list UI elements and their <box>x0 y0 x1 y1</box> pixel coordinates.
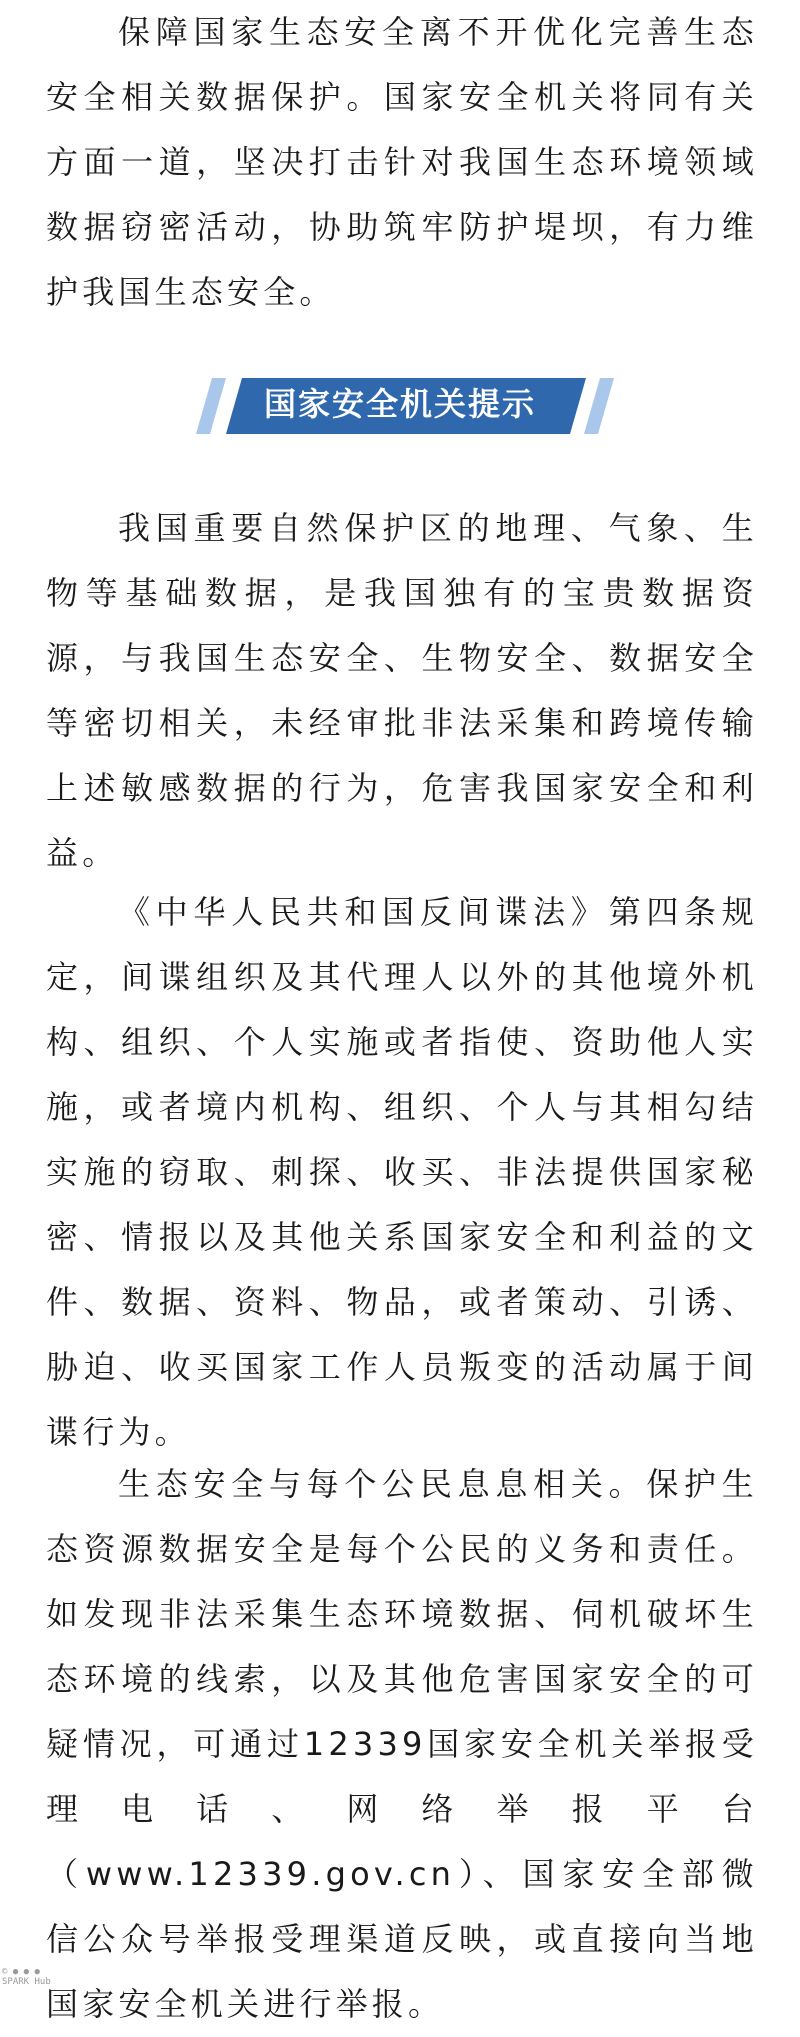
article-paragraph-3: 《中华人民共和国反间谍法》第四条规定，间谍组织及其代理人以外的其他境外机构、组织、个人实施或者指使、资助他人实施，或者境内机构、组织、个人与其相勾结实施的窃取、刺探、收买、非法提供国家秘密、情报以及其他关系国家安全和利益的文件、数据、资料、物品，或者策动、引诱、胁迫、收买国家工作人员叛变的活动属于间谍行为。 <box>46 893 758 1451</box>
watermark-line-1: © ● ● ● <box>2 1967 40 1977</box>
watermark <box>2 1967 51 1987</box>
article-paragraph-4: 生态安全与每个公民息息相关。保护生态资源数据安全是每个公民的义务和责任。如发现非法采集生态环境数据、伺机破坏生态环境的线索，以及其他危害国家安全的可疑情况，可通过12339国家安全机关举报受理电话、网络举报平台（www.12339.gov.cn）、国家安全部微信公众号举报受理渠道反映，或直接向当地国家安全机关进行举报。 <box>46 1465 758 2023</box>
section-heading: 国家安全机关提示 <box>263 385 536 423</box>
watermark-line-2: SPARK Hub <box>2 1977 51 1987</box>
article-paragraph-2: 我国重要自然保护区的地理、气象、生物等基础数据，是我国独有的宝贵数据资源，与我国生态安全、生物安全、数据安全等密切相关，未经审批非法采集和跨境传输上述敏感数据的行为，危害我国家安全和利益。 <box>46 509 758 872</box>
article-paragraph-1: 保障国家生态安全离不开优化完善生态安全相关数据保护。国家安全机关将同有关方面一道，坚决打击针对我国生态环境领域数据窃密活动，协助筑牢防护堤坝，有力维护我国生态安全。 <box>46 13 758 311</box>
section-heading-banner <box>0 370 800 440</box>
